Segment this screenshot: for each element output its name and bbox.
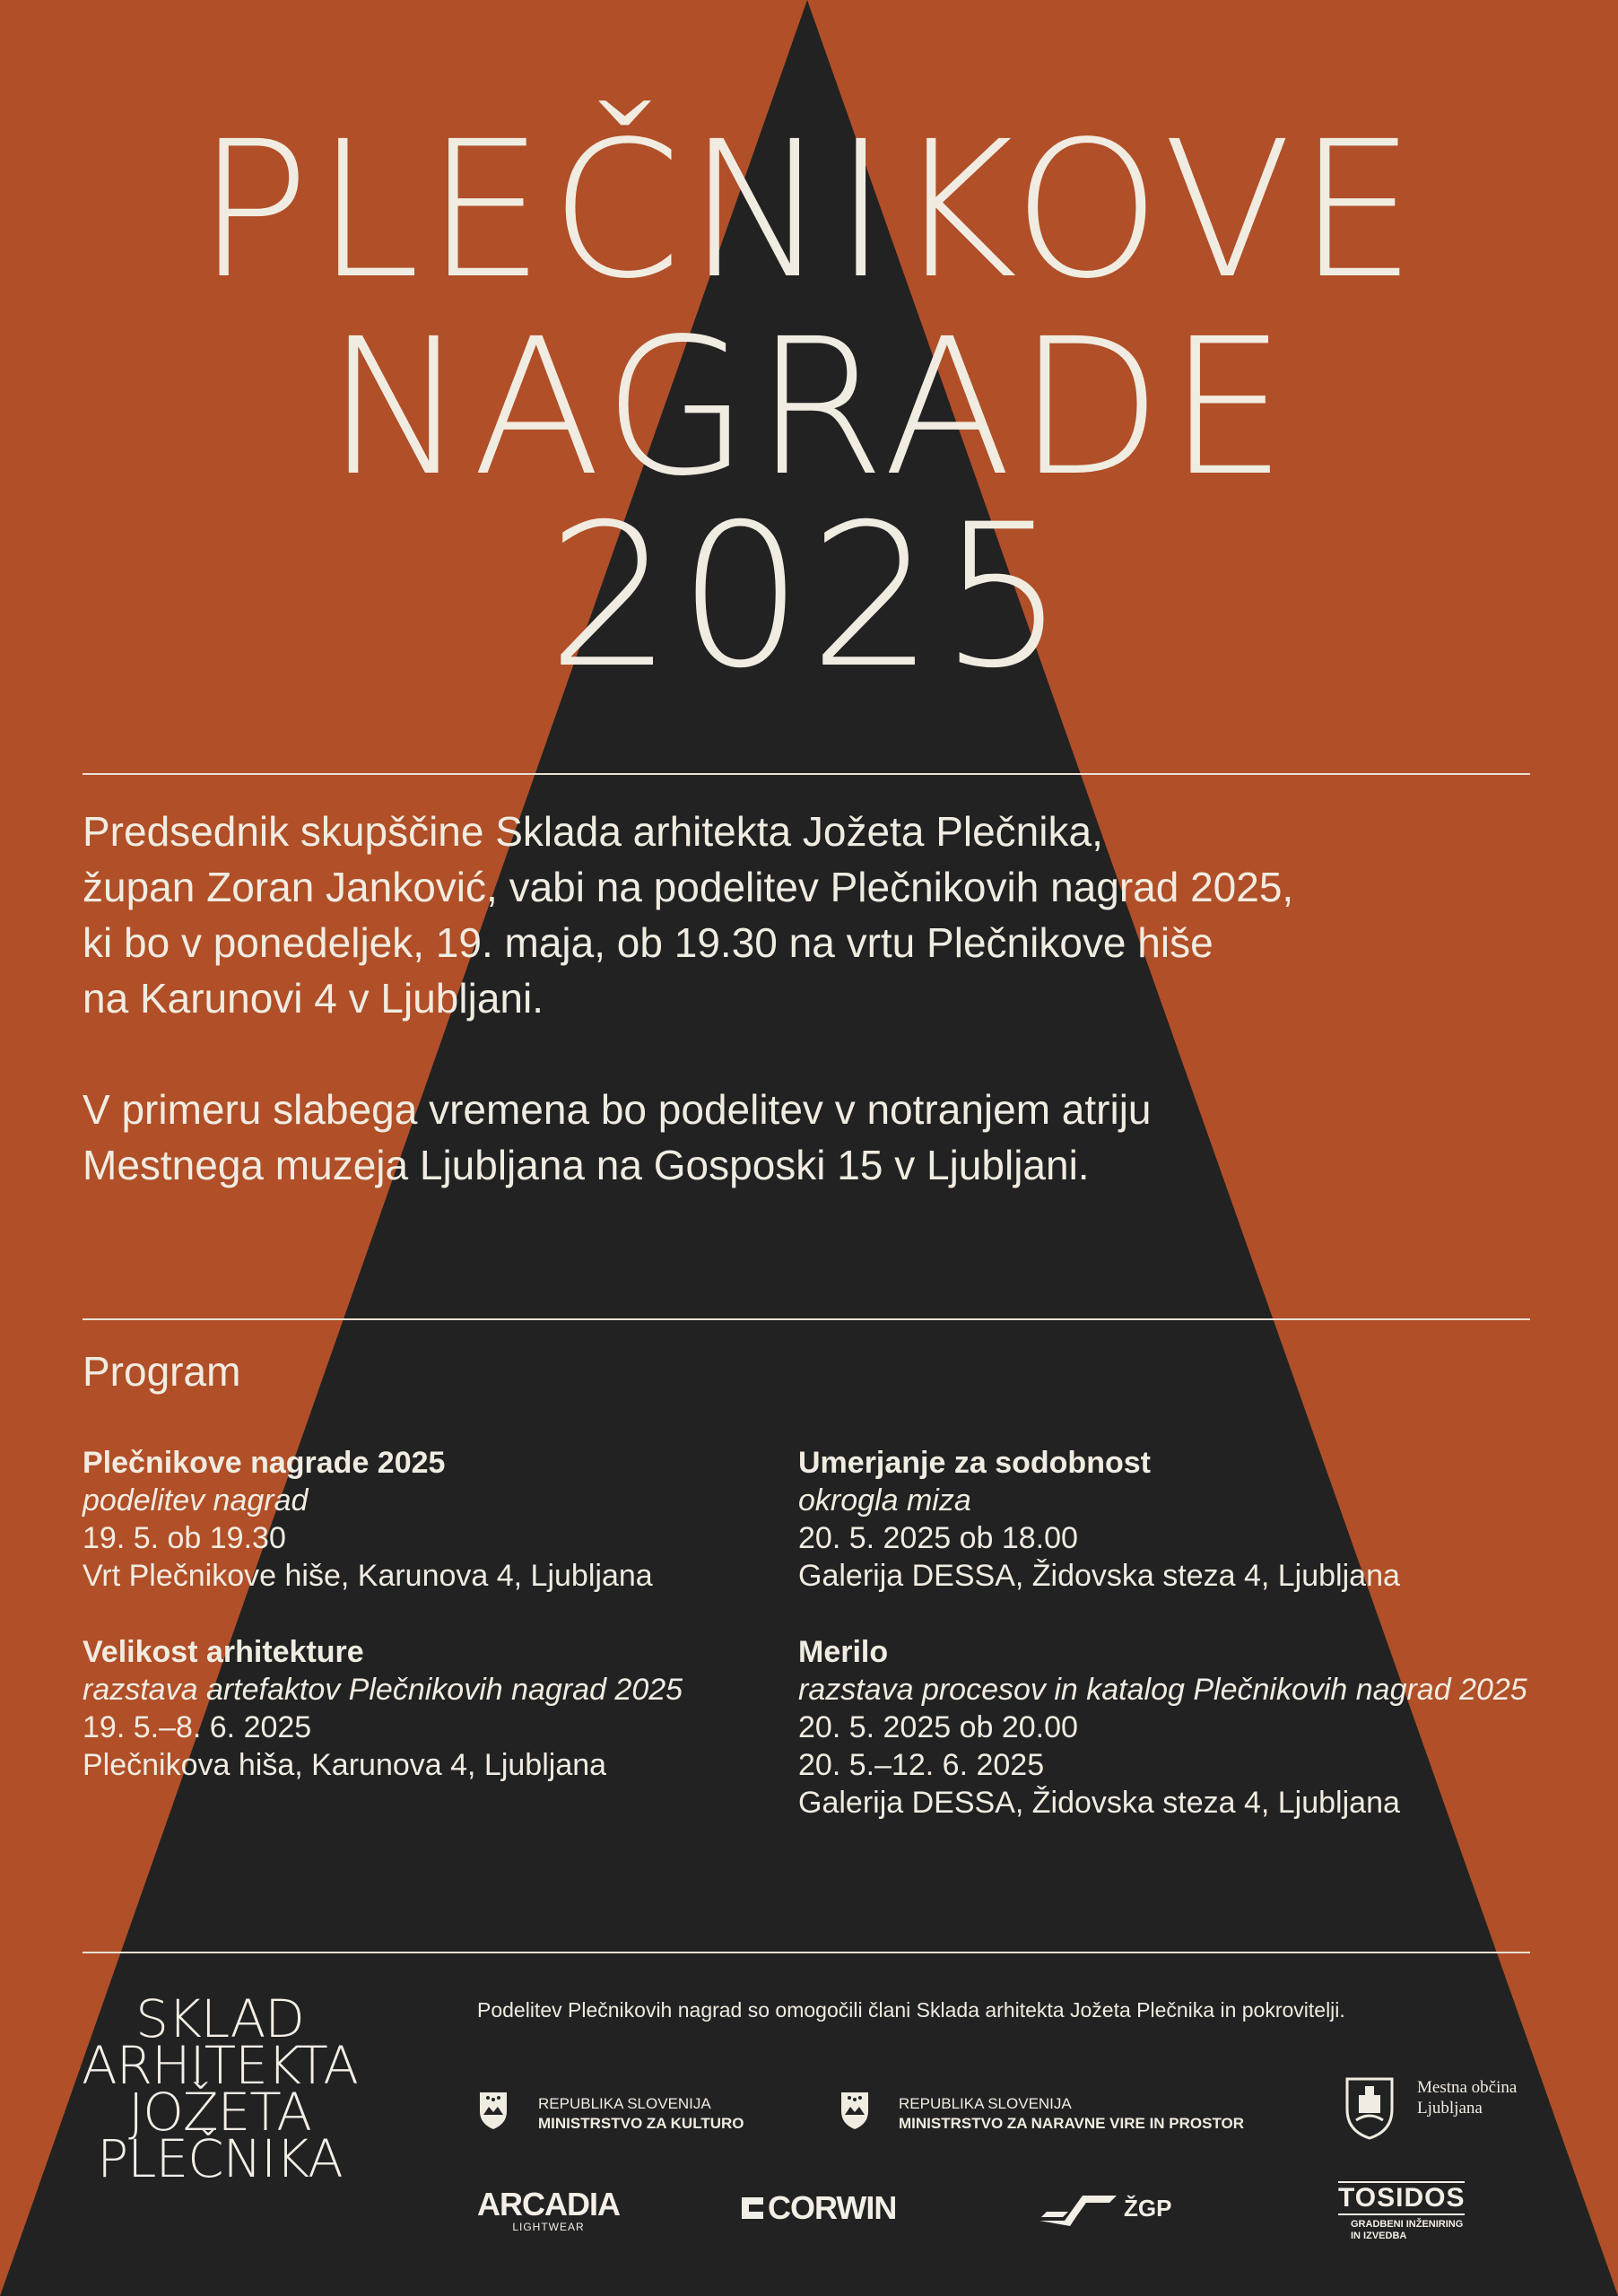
event-location: Vrt Plečnikove hiše, Karunova 4, Ljubljana <box>83 1559 653 1593</box>
fund-logo-line: ARHITEKTA <box>82 2035 358 2096</box>
invitation-text <box>83 804 1553 1193</box>
tosidos-wordmark: TOSIDOS <box>1338 2181 1465 2215</box>
fund-logo <box>72 1988 368 2189</box>
ljubljana-crest-icon <box>1344 2075 1396 2140</box>
title-line-2: NAGRADE <box>326 298 1292 517</box>
event-location: Galerija DESSA, Židovska steza 4, Ljubljana <box>798 1786 1400 1820</box>
event-subtitle: okrogla miza <box>798 1483 971 1518</box>
event-date: 20. 5.–12. 6. 2025 <box>798 1748 1045 1782</box>
program-heading: Program <box>83 1348 241 1395</box>
event-title: Plečnikove nagrade 2025 <box>83 1446 446 1480</box>
event-date: 20. 5. 2025 ob 18.00 <box>798 1521 1078 1555</box>
intro-line: Mestnega muzeja Ljubljana na Gosposki 15 v Ljubljani. <box>83 1142 1090 1188</box>
intro-line: župan Zoran Janković, vabi na podelitev Plečnikovih nagrad 2025, <box>83 864 1294 910</box>
slovenia-crest-icon <box>477 2090 509 2131</box>
intro-line: na Karunovi 4 v Ljubljani. <box>83 975 544 1022</box>
divider-bottom <box>83 1952 1530 1953</box>
event-date: 20. 5. 2025 ob 20.00 <box>798 1710 1078 1744</box>
event-subtitle: podelitev nagrad <box>83 1483 309 1518</box>
sponsor-note: Podelitev Plečnikovih nagrad so omogočili člani Sklada arhitekta Jožeta Plečnika in pokrovitelji. <box>477 1998 1345 2022</box>
tosidos-subline: GRADBENI INŽENIRING <box>1351 2219 1464 2230</box>
arcadia-subline: LIGHTWEAR <box>512 2221 585 2233</box>
fund-logo-line: PLEČNIKA <box>97 2128 343 2189</box>
slovenia-crest-icon <box>839 2090 871 2131</box>
tosidos-subline: IN IZVEDBA <box>1351 2231 1407 2241</box>
event-subtitle: razstava procesov in katalog Plečnikovih nagrad 2025 <box>798 1673 1527 1707</box>
municipality-line: Mestna občina <box>1417 2078 1518 2097</box>
intro-line: ki bo v ponedeljek, 19. maja, ob 19.30 na vrtu Plečnikove hiše <box>83 919 1214 966</box>
ministry-line: REPUBLIKA SLOVENIJA <box>538 2095 711 2112</box>
event-date: 19. 5. ob 19.30 <box>83 1521 286 1555</box>
divider-top <box>83 773 1530 775</box>
municipality-name <box>1417 2077 1517 2118</box>
event-location: Galerija DESSA, Židovska steza 4, Ljubljana <box>798 1559 1400 1593</box>
ministry-culture <box>538 2094 744 2134</box>
ministry-line: REPUBLIKA SLOVENIJA <box>899 2095 1072 2112</box>
event-title: Umerjanje za sodobnost <box>798 1446 1151 1480</box>
title-line-1: PLEČNIKOVE <box>196 100 1422 320</box>
ministry-natural-resources <box>899 2094 1244 2134</box>
event-title: Merilo <box>798 1635 889 1669</box>
title-line-3: 2025 <box>547 482 1071 711</box>
divider-middle <box>83 1318 1530 1320</box>
corwin-wordmark: CORWIN <box>768 2189 897 2226</box>
event-location: Plečnikova hiša, Karunova 4, Ljubljana <box>83 1748 607 1782</box>
zgp-mark-icon <box>1038 2190 1118 2226</box>
fund-logo-line: SKLAD <box>135 1988 304 2049</box>
arcadia-wordmark: ARCADIA <box>477 2186 620 2222</box>
zgp-wordmark: ŽGP <box>1124 2194 1172 2222</box>
ministry-name: MINISTRSTVO ZA KULTURO <box>538 2115 744 2132</box>
intro-line: V primeru slabega vremena bo podelitev v notranjem atriju <box>83 1086 1152 1133</box>
fund-logo-line: JOŽETA <box>128 2082 311 2143</box>
tosidos-logo <box>1338 2181 1465 2242</box>
corwin-logo <box>741 2189 896 2227</box>
program-item <box>798 1633 1527 1822</box>
program-item <box>83 1444 653 1595</box>
corwin-mark-icon <box>741 2196 764 2220</box>
program-item <box>798 1444 1400 1595</box>
intro-line: Predsednik skupščine Sklada arhitekta Jožeta Plečnika, <box>83 808 1103 855</box>
zgp-logo <box>1038 2190 1171 2226</box>
arcadia-logo <box>477 2188 620 2233</box>
ministry-name: MINISTRSTVO ZA NARAVNE VIRE IN PROSTOR <box>899 2115 1245 2132</box>
program-item <box>83 1633 683 1784</box>
event-title: Velikost arhitekture <box>83 1635 364 1669</box>
municipality-line: Ljubljana <box>1417 2099 1483 2118</box>
event-date: 19. 5.–8. 6. 2025 <box>83 1710 312 1744</box>
event-subtitle: razstava artefaktov Plečnikovih nagrad 2025 <box>83 1673 683 1707</box>
